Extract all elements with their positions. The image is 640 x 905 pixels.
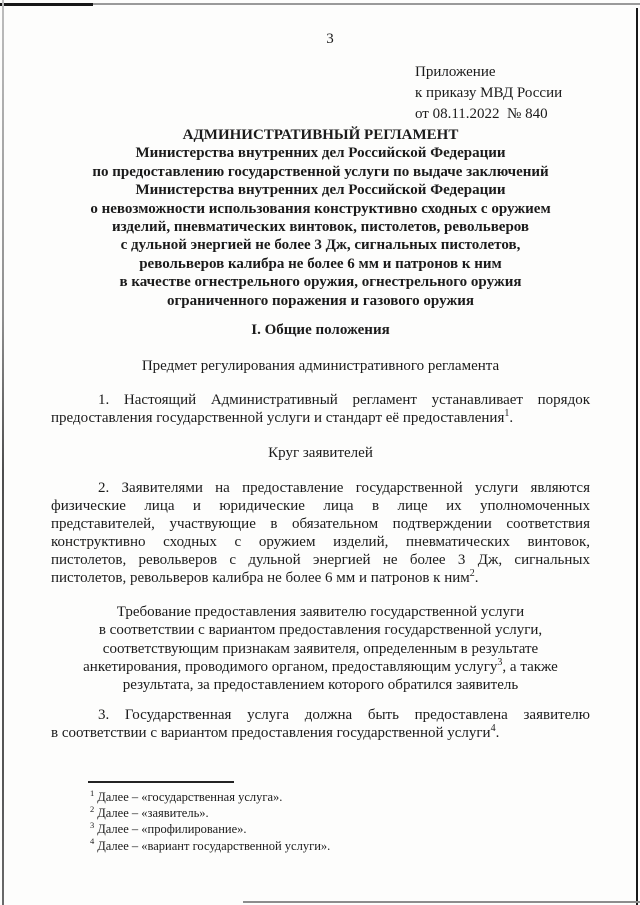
title-line: револьверов калибра не более 6 мм и патронов к ним xyxy=(139,255,502,272)
page-border-left xyxy=(2,0,4,905)
text-segment: физические лица и юридические лица в лице их уполномоченных xyxy=(51,498,590,514)
text-segment: , а также xyxy=(502,658,558,675)
paragraph-line xyxy=(51,569,590,587)
title-line: Министерства внутренних дел Российской Федерации xyxy=(135,182,506,199)
text-segment: представителей, участвующие в обязательном подтверждении соответствия xyxy=(51,516,590,532)
text-segment: пистолетов, револьверов калибра не более 6 мм и патронов к ним xyxy=(51,570,470,586)
title-line: Министерства внутренних дел Российской Федерации xyxy=(135,145,506,162)
heading-line xyxy=(51,640,590,658)
title-line: о невозможности использования конструктивно сходных с оружием xyxy=(90,200,551,217)
footnote-marker: 2 xyxy=(90,804,95,815)
appendix-line: к приказу МВД России xyxy=(415,85,563,101)
paragraph-line xyxy=(51,409,590,427)
page-border-top-dark xyxy=(0,3,93,6)
appendix-line: от 08.11.2022 № 840 xyxy=(415,106,548,122)
heading-line xyxy=(51,603,590,621)
appendix-line: Приложение xyxy=(415,64,496,80)
footnote-text: Далее – «профилирование». xyxy=(97,822,247,837)
footnote-marker: 4 xyxy=(90,836,95,847)
title-line: в качестве огнестрельного оружия, огнестрельного оружия xyxy=(119,274,522,291)
paragraph-line xyxy=(51,724,590,742)
subsection-heading-applicants: Круг заявителей xyxy=(268,445,373,461)
text-segment: 2. Заявителями на предоставление государственной услуги являются xyxy=(98,480,590,496)
paragraph-line xyxy=(51,706,590,724)
text-segment: . xyxy=(509,410,514,426)
text-segment: предоставления государственной услуги и стандарт её предоставления xyxy=(51,410,505,426)
footnote-ref: 2 xyxy=(469,568,475,579)
paragraph-line xyxy=(51,479,590,497)
footnote xyxy=(90,789,560,805)
text-segment: 1. Настоящий Административный регламент устанавливает порядок xyxy=(98,392,590,408)
paragraph-line xyxy=(51,515,590,533)
footnote-ref: 1 xyxy=(504,408,510,419)
paragraph-line xyxy=(51,551,590,569)
text-segment: 3. Государственная услуга должна быть предоставлена заявителю xyxy=(98,707,590,723)
footnotes-block xyxy=(90,789,560,854)
footnote-marker: 3 xyxy=(90,820,95,831)
title-line: ограниченного поражения и газового оружия xyxy=(166,292,475,309)
paragraph-3 xyxy=(51,706,590,743)
text-segment: результата, за предоставлением которого обратился заявитель xyxy=(122,677,519,694)
text-segment: в соответствии с вариантом предоставления государственной услуги xyxy=(51,725,491,742)
appendix-reference-block xyxy=(415,62,562,125)
page-border-bottom xyxy=(243,901,640,903)
footnote-separator xyxy=(88,781,234,783)
footnote-ref: 3 xyxy=(497,656,503,668)
subsection-heading-subject: Предмет регулирования административного регламента xyxy=(141,358,500,374)
footnote-text: Далее – «заявитель». xyxy=(97,806,209,821)
page-number: 3 xyxy=(326,31,334,47)
footnote-text: Далее – «вариант государственной услуги». xyxy=(97,838,331,853)
title-line: изделий, пневматических винтовок, пистолетов, револьверов xyxy=(111,219,530,236)
title-line: АДМИНИСТРАТИВНЫЙ РЕГЛАМЕНТ xyxy=(182,127,459,143)
page-border-top-gray xyxy=(93,3,640,5)
text-segment: соответствующим признакам заявителя, определенным в результате xyxy=(102,640,539,657)
footnote-marker: 1 xyxy=(90,787,95,798)
text-segment: пистолетов, револьверов с дульной энергией не более 3 Дж, сигнальных xyxy=(51,552,590,568)
text-segment: Требование предоставления заявителю государственной услуги xyxy=(116,604,525,620)
paragraph-1 xyxy=(51,391,590,427)
text-segment: анкетирования, проводимого органом, предоставляющим услугу xyxy=(83,658,498,675)
heading-line xyxy=(51,621,590,639)
paragraph-line xyxy=(51,391,590,409)
document-title xyxy=(51,126,590,310)
text-segment: . xyxy=(474,570,479,586)
footnote xyxy=(90,838,560,854)
footnote xyxy=(90,821,560,837)
section-heading-general: I. Общие положения xyxy=(251,322,390,338)
paragraph-2 xyxy=(51,479,590,587)
footnote-ref: 4 xyxy=(490,723,496,735)
paragraph-line xyxy=(51,533,590,551)
paragraph-line xyxy=(51,497,590,515)
title-line: по предоставлению государственной услуги по выдаче заключений xyxy=(92,163,549,180)
title-line: с дульной энергией не более 3 Дж, сигнальных пистолетов, xyxy=(120,237,521,254)
text-segment: конструктивно сходных с оружием изделий, пневматических винтовок, xyxy=(51,534,590,550)
heading-line xyxy=(51,676,590,694)
page-border-right xyxy=(636,8,638,905)
text-segment: в соответствии с вариантом предоставления государственной услуги, xyxy=(98,622,543,639)
heading-line xyxy=(51,658,590,676)
footnote xyxy=(90,805,560,821)
subsection-heading-requirement xyxy=(51,603,590,694)
footnote-text: Далее – «государственная услуга». xyxy=(97,790,283,804)
text-segment: . xyxy=(495,725,500,742)
